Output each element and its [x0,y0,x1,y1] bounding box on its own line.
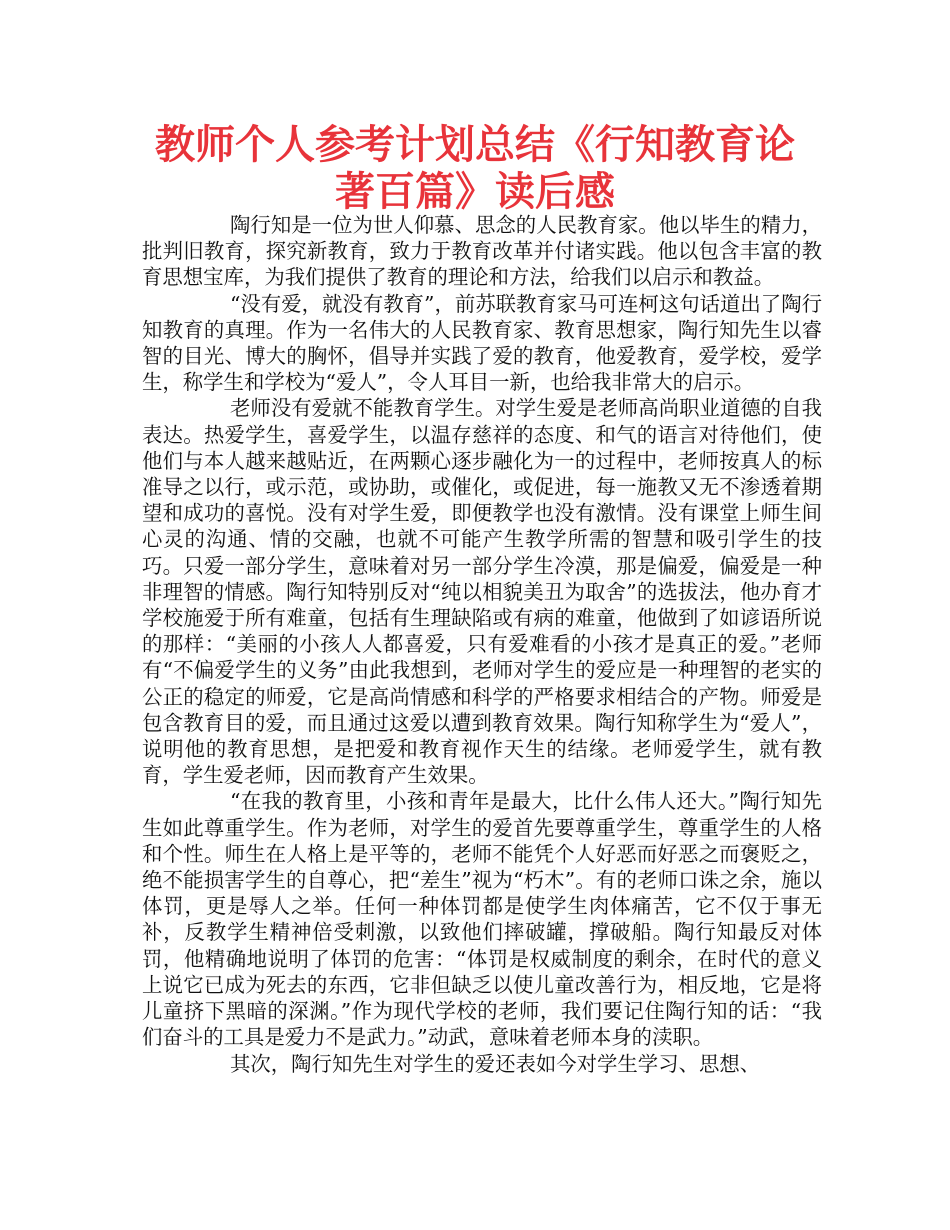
paragraph: “在我的教育里，小孩和青年是最大，比什么伟人还大。”陶行知先生如此尊重学生。作为老师，对学生的爱首先要尊重学生，尊重学生的人格和个性。师生在人格上是平等的，老师不能凭个人好恶而好恶之而褒贬之，绝不能损害学生的自尊心，把“差生”视为“朽木”。有的老师口诛之余，施以体罚，更是辱人之举。任何一种体罚都是使学生肉体痛苦，它不仅于事无补，反教学生精神倍受刺激，以致他们摔破罐，撑破船。陶行知最反对体罚，他精确地说明了体罚的危害：“体罚是权威制度的剩余，在时代的意义上说它已成为死去的东西，它非但缺乏以使儿童改善行为，相反地，它是将儿童挤下黑暗的深渊。”作为现代学校的老师，我们要记住陶行知的话：“我们奋斗的工具是爱力不是武力。”动武，意味着老师本身的渎职。 [142,789,822,1050]
paragraph: 陶行知是一位为世人仰慕、思念的人民教育家。他以毕生的精力，批判旧教育，探究新教育，致力于教育改革并付诸实践。他以包含丰富的教育思想宝库，为我们提供了教育的理论和方法，给我们以启示和教益。 [142,213,822,290]
paragraph: 其次，陶行知先生对学生的爱还表如今对学生学习、思想、 [230,1051,761,1076]
paragraph: “没有爱，就没有教育”，前苏联教育家马可连柯这句话道出了陶行知教育的真理。作为一名伟大的人民教育家、教育思想家，陶行知先生以睿智的目光、博大的胸怀，倡导并实践了爱的教育，他爱教育，爱学校，爱学生，称学生和学校为“爱人”，令人耳目一新，也给我非常大的启示。 [142,291,822,395]
paragraph: 老师没有爱就不能教育学生。对学生爱是老师高尚职业道德的自我表达。热爱学生，喜爱学生，以温存慈祥的态度、和气的语言对待他们，使他们与本人越来越贴近，在两颗心逐步融化为一的过程中，老师按真人的标准导之以行，或示范，或协助，或催化，或促进，每一施教又无不渗透着期望和成功的喜悦。没有对学生爱，即便教学也没有激情。没有课堂上师生间心灵的沟通、情的交融，也就不可能产生教学所需的智慧和吸引学生的技巧。只爱一部分学生，意味着对另一部分学生冷漠，那是偏爱，偏爱是一种非理智的情感。陶行知特别反对“纯以相貌美丑为取舍”的选拔法，他办育才学校施爱于所有难童，包括有生理缺陷或有病的难童，他做到了如谚语所说的那样：“美丽的小孩人人都喜爱，只有爱难看的小孩才是真正的爱。”老师有“不偏爱学生的义务”由此我想到，老师对学生的爱应是一种理智的老实的公正的稳定的师爱，它是高尚情感和科学的严格要求相结合的产物。师爱是包含教育目的爱，而且通过这爱以遭到教育效果。陶行知称学生为“爱人”，说明他的教育思想，是把爱和教育视作天生的结缘。老师爱学生，就有教育，学生爱老师，因而教育产生效果。 [142,396,822,788]
document-body [142,212,822,1077]
document-title: 教师个人参考计划总结《行知教育论著百篇》读后感 [155,122,795,215]
